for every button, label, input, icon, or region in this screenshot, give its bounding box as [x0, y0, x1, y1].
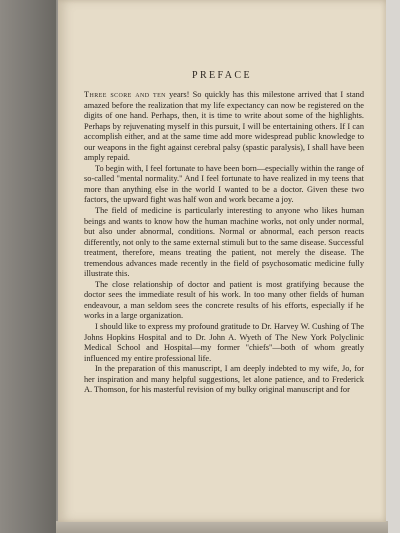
book-gutter: [0, 0, 56, 533]
page-stack-edge: [56, 521, 388, 533]
paragraph-2: To begin with, I feel fortunate to have been born—especially within the range of so-called "mental normality." And I feel fortunate to have realized in my teens that more than anything else in the world I wanted to be a doctor. Given these two factors, the upward fight was half won and work became a joy.: [84, 163, 364, 205]
opening-small-caps: Three score and ten: [84, 90, 166, 99]
paragraph-3: The field of medicine is particularly interesting to anyone who likes human beings and wants to know how the human machine works, not only under normal, but also under abnormal, conditions. Normal or abnormal, each person reacts differently, not only to the same external stimuli but to the same disease. Successful treatment, therefore, means treating the patient, not merely the disease. The tremendous advances made recently in the field of psychosomatic medicine fully illustrate this.: [84, 206, 364, 279]
book-page: [58, 0, 386, 522]
backdrop-right: [386, 0, 400, 533]
paragraph-5: I should like to express my profound gratitude to Dr. Harvey W. Cushing of The Johns Hopkins Hospital and to Dr. John A. Wyeth of The New York Polyclinic Medical School and Hospital—my former "chiefs"—both of whom greatly influenced my entire professional life.: [84, 322, 364, 363]
paragraph-1: [84, 90, 364, 164]
paragraph-1-text: years! So quickly has this milestone arrived that I stand amazed before the realization that my life expectancy can now be registered on the digits of one hand. Perhaps, then, it is time to write about some of the highlights. Perhaps by rejuvenating myself in this pursuit, I will be entertaining others. If I can accomplish either, and at the same time add more widespread public knowledge to our weapons in the fight against cerebral palsy (spastic paralysis), I shall have been amply repaid.: [84, 90, 364, 163]
preface-text: [84, 90, 364, 396]
paragraph-6: In the preparation of this manuscript, I am deeply indebted to my wife, Jo, for her inspiration and many helpful suggestions, let alone patience, and to Frederick A. Thomson, for his masterful revision of my bulky original manuscript and for: [84, 364, 364, 395]
paragraph-4: The close relationship of doctor and patient is most gratifying because the doctor sees the immediate result of his work. In too many other fields of human endeavour, a man seldom sees the concrete results of his efforts, especially if he works in a large organization.: [84, 279, 364, 321]
page-title: PREFACE: [192, 70, 252, 81]
